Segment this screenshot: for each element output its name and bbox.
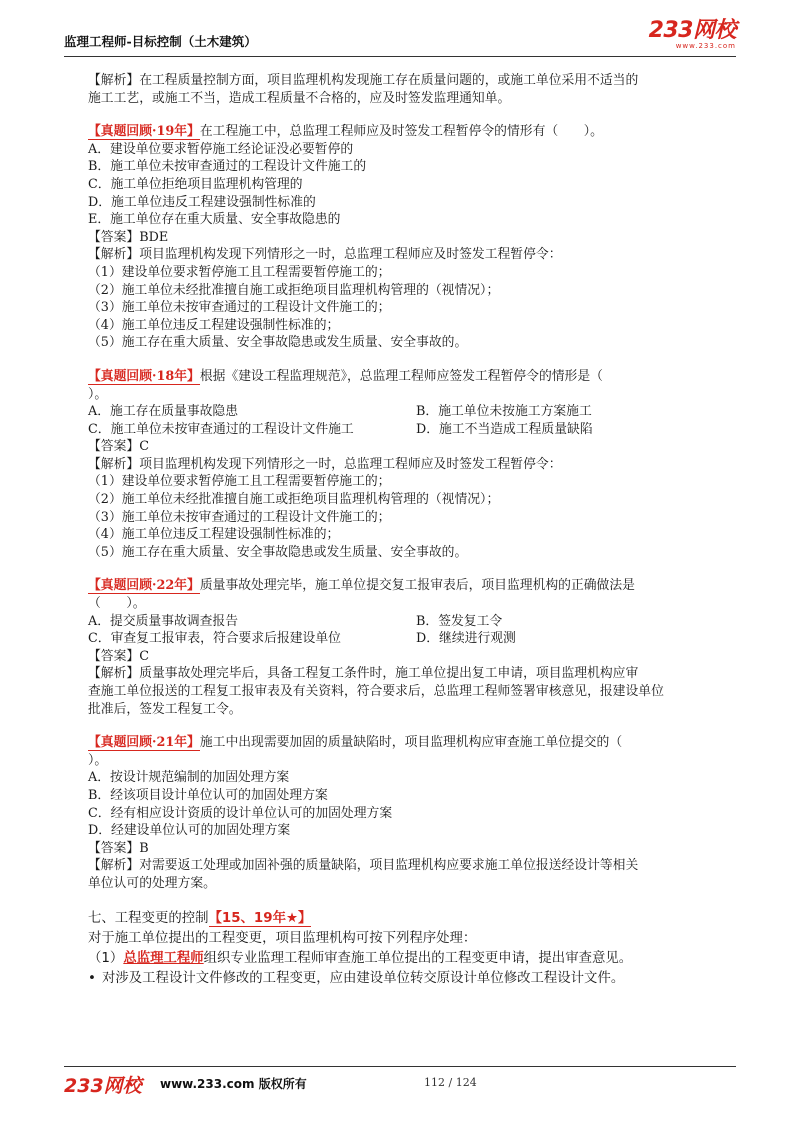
question-text-cont: ）。: [88, 752, 108, 768]
question-text: 质量事故处理完毕，施工单位提交复工报审表后，项目监理机构的正确做法是: [199, 578, 635, 594]
logo-text: 233网校: [648, 18, 736, 43]
option-d: D．施工不当造成工程质量缺陷: [416, 421, 593, 437]
logo-url: www.233.com: [675, 42, 736, 50]
analysis-line: （1）建设单位要求暂停施工且工程需要暂停施工的；: [88, 474, 391, 490]
question-tag: 【真题回顾·21年】: [88, 735, 200, 751]
answer: 【答案】BDE: [88, 229, 169, 245]
question-text-cont: （ ）。: [88, 596, 146, 612]
option-c: C．施工单位拒绝项目监理机构管理的: [88, 176, 303, 192]
analysis-line: 【解析】项目监理机构发现下列情形之一时，总监理工程师应及时签发工程暂停令：: [88, 247, 562, 263]
analysis-line: 施工工艺，或施工不当，造成工程质量不合格的，应及时签发监理通知单。: [88, 90, 511, 106]
option-row: [88, 613, 740, 631]
analysis-line: 【解析】对需要返工处理或加固补强的质量缺陷，项目监理机构应要求施工单位报送经设计等相关: [88, 858, 639, 874]
question-text-cont: ）。: [88, 386, 108, 402]
analysis-line: 单位认可的处理方案。: [88, 875, 216, 891]
option-row: [88, 421, 740, 439]
analysis-line: （2）施工单位未经批准擅自施工或拒绝项目监理机构管理的（视情况）；: [88, 282, 500, 298]
option-b: B．经该项目设计单位认可的加固处理方案: [88, 787, 328, 803]
option-row: [88, 403, 740, 421]
question-21-stem: [88, 734, 740, 752]
option-c: C．经有相应设计资质的设计单位认可的加固处理方案: [88, 805, 393, 821]
analysis-line: 查施工单位报送的工程复工报审表及有关资料，符合要求后，总监理工程师签署审核意见，报建设单位: [88, 684, 664, 699]
option-a: A．施工存在质量事故隐患: [88, 404, 239, 420]
footer-copyright: www.233.com 版权所有: [160, 1077, 307, 1091]
item-text: 组织专业监理工程师审查施工单位提出的工程变更申请，提出审查意见。: [203, 950, 633, 966]
option-b: B．施工单位未按施工方案施工: [416, 404, 592, 420]
question-text: 在工程施工中，总监理工程师应及时签发工程暂停令的情形有（ ）。: [199, 124, 603, 140]
option-c: C．审查复工报审表，符合要求后报建设单位: [88, 631, 341, 647]
section-title: 七、工程变更的控制: [88, 910, 209, 926]
analysis-line: （2）施工单位未经批准擅自施工或拒绝项目监理机构管理的（视情况）；: [88, 492, 500, 508]
option-b: B．签发复工令: [416, 613, 503, 629]
option-d: D．施工单位违反工程建设强制性标准的: [88, 194, 316, 210]
bullet-text: 对涉及工程设计文件修改的工程变更，应由建设单位转交原设计单位修改工程设计文件。: [102, 970, 625, 986]
answer: 【答案】C: [88, 648, 149, 664]
document-body: [88, 72, 740, 989]
emphasis-text: 总监理工程师: [123, 950, 204, 966]
option-d: D．经建设单位认可的加固处理方案: [88, 823, 291, 839]
bullet-icon: •: [88, 970, 96, 986]
option-a: A．提交质量事故调查报告: [88, 613, 239, 629]
analysis-line: （4）施工单位违反工程建设强制性标准的；: [88, 527, 340, 543]
option-a: A．按设计规范编制的加固处理方案: [88, 770, 290, 786]
answer: 【答案】C: [88, 439, 149, 455]
option-d: D．继续进行观测: [416, 631, 516, 647]
section-intro: 对于施工单位提出的工程变更，项目监理机构可按下列程序处理：: [88, 930, 477, 946]
question-tag: 【真题回顾·19年】: [88, 124, 200, 140]
brand-logo: [649, 20, 736, 50]
analysis-line: （5）施工存在重大质量、安全事故隐患或发生质量、安全事故的。: [88, 335, 468, 351]
section-tag: 【15、19年★】: [208, 910, 312, 926]
question-18-stem: [88, 368, 740, 386]
analysis-line: 【解析】项目监理机构发现下列情形之一时，总监理工程师应及时签发工程暂停令：: [88, 456, 562, 472]
page-header: [64, 18, 736, 57]
page-footer: [64, 1066, 736, 1097]
section-heading: [88, 909, 740, 929]
option-row: [88, 630, 740, 648]
analysis-line: （5）施工存在重大质量、安全事故隐患或发生质量、安全事故的。: [88, 544, 468, 560]
analysis-line: （3）施工单位未按审查通过的工程设计文件施工的；: [88, 300, 391, 316]
question-text: 施工中出现需要加固的质量缺陷时，项目监理机构应审查施工单位提交的（: [199, 735, 623, 751]
question-19-stem: [88, 123, 740, 141]
footer-logo: 233网校: [64, 1075, 142, 1097]
analysis-line: （3）施工单位未按审查通过的工程设计文件施工的；: [88, 509, 391, 525]
analysis-line: （1）建设单位要求暂停施工且工程需要暂停施工的；: [88, 264, 391, 280]
page-number: 112 / 124: [424, 1076, 477, 1089]
analysis-line: 【解析】在工程质量控制方面，项目监理机构发现施工存在质量问题的，或施工单位采用不适当的: [88, 73, 639, 88]
question-text: 根据《建设工程监理规范》，总监理工程师应签发工程暂停令的情形是（: [199, 368, 603, 384]
question-tag: 【真题回顾·22年】: [88, 578, 200, 594]
bullet-item: [88, 969, 740, 989]
analysis-line: 批准后，签发工程复工令。: [88, 701, 242, 717]
analysis-line: 【解析】质量事故处理完毕后，具备工程复工条件时，施工单位提出复工申请，项目监理机构应审: [88, 666, 639, 682]
question-tag: 【真题回顾·18年】: [88, 368, 200, 384]
question-22-stem: [88, 577, 740, 595]
option-e: E．施工单位存在重大质量、安全事故隐患的: [88, 212, 341, 228]
header-title: 监理工程师-目标控制（土木建筑）: [64, 34, 257, 49]
option-c: C．施工单位未按审查通过的工程设计文件施工: [88, 421, 354, 437]
option-a: A．建设单位要求暂停施工经论证没必要暂停的: [88, 141, 354, 157]
section-item-1: [88, 949, 740, 969]
analysis-line: （4）施工单位违反工程建设强制性标准的；: [88, 317, 340, 333]
answer: 【答案】B: [88, 840, 149, 856]
option-b: B．施工单位未按审查通过的工程设计文件施工的: [88, 159, 367, 175]
item-number: （1）: [88, 950, 124, 966]
